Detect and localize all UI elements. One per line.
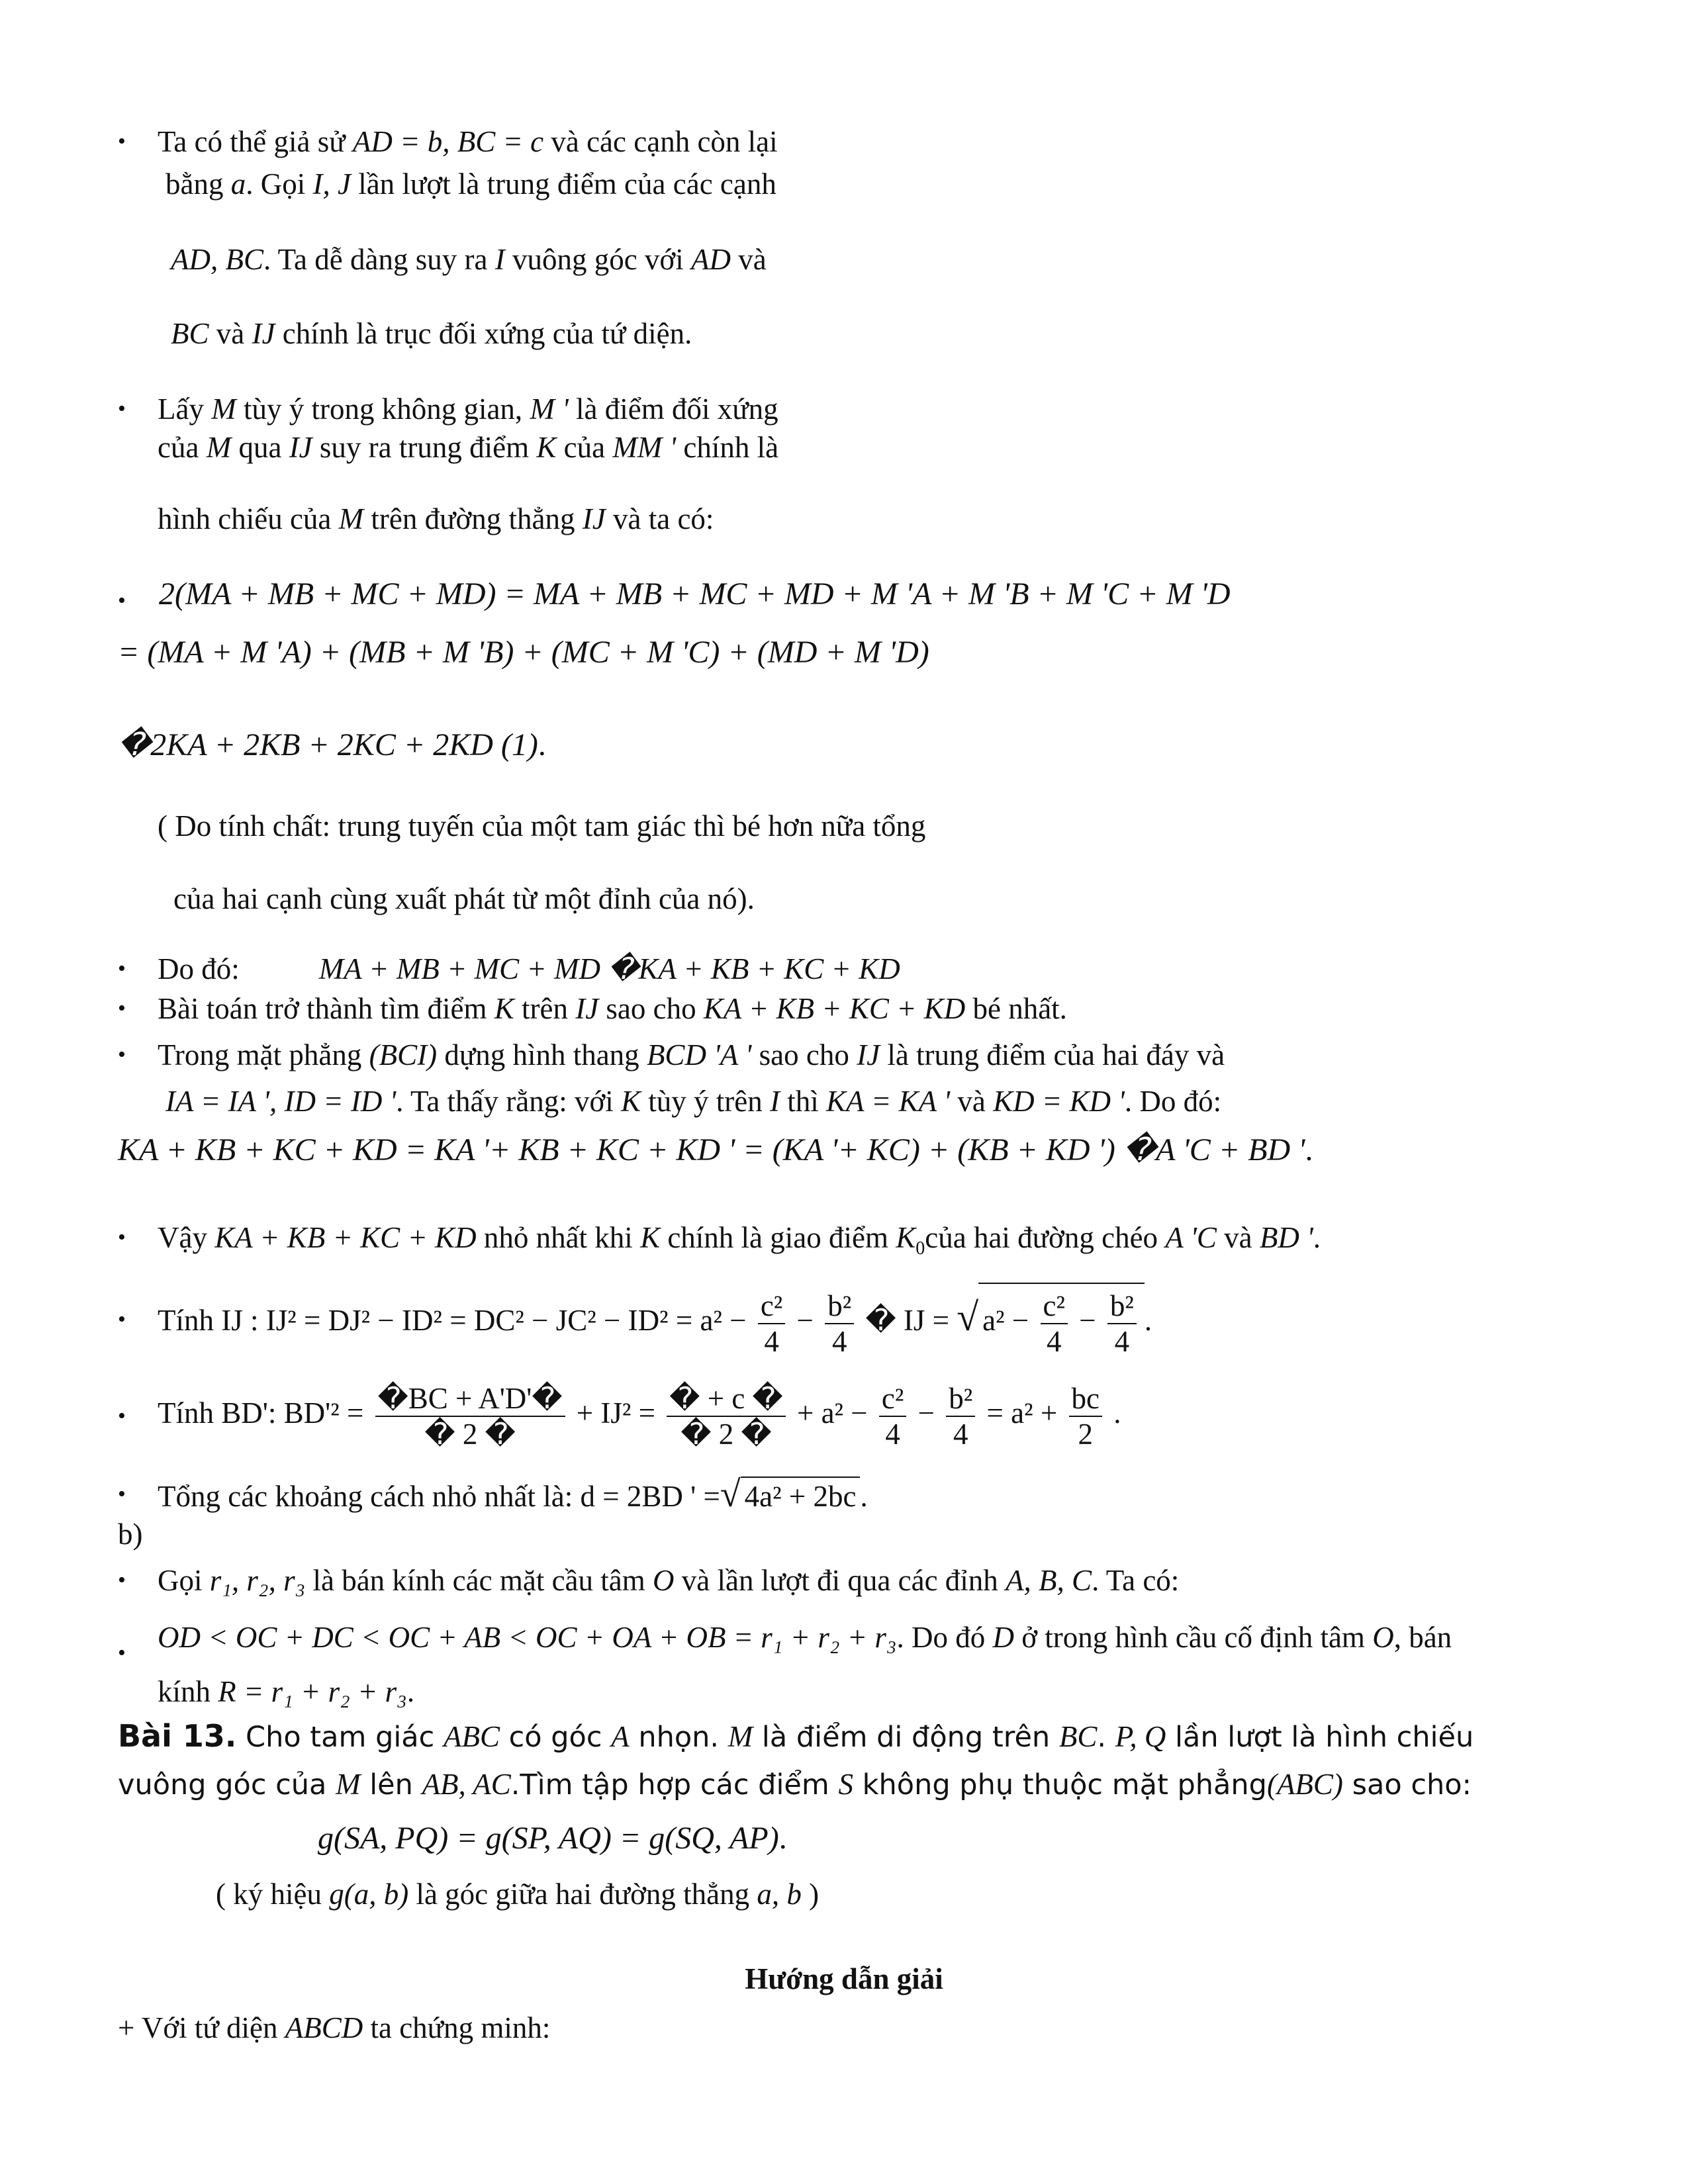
text-line: Gọi r₁, r₂, r₃ là bán kính các mặt cầu tâm O và lần lượt đi qua các đỉnh A, B, C. Ta có: bbox=[158, 1564, 1180, 1597]
text-line: OD < OC + DC < OC + AB < OC + OA + OB = r₁ + r₂ + r₃. Do đó D ở trong hình cầu cố định tâm O, bán bbox=[158, 1621, 1452, 1654]
square-root: a² − $\frac{\text{c²}}{4}$ − $\frac{\text{b²}}{4}$ bbox=[978, 1283, 1145, 1359]
text-line: AD, BC. Ta dễ dàng suy ra I vuông góc với AD và bbox=[171, 243, 767, 276]
fraction: $\frac{\text{c²}}{4}$ bbox=[758, 1289, 785, 1359]
text-line: IA = IA ', ID = ID '. Ta thấy rằng: với K tùy ý trên I thì KA = KA ' và KD = KD '. Do đó: bbox=[165, 1085, 1222, 1118]
fraction: $\frac{bc}{2}$ bbox=[1069, 1381, 1102, 1451]
fraction: $\frac{� + c �}{� 2 �}$ bbox=[667, 1381, 785, 1451]
text-line: hình chiếu của M trên đường thẳng IJ và ta có: bbox=[158, 502, 714, 535]
bullet: • bbox=[118, 1042, 126, 1067]
problem-label: Bài 13. bbox=[118, 1718, 237, 1754]
bullet: • bbox=[118, 1404, 126, 1428]
text-line: Ta có thể giả sử AD = b, BC = c và các cạnh còn lại bbox=[158, 125, 778, 158]
text-line: BC và IJ chính là trục đối xứng của tứ diện. bbox=[171, 317, 692, 350]
note-line: của hai cạnh cùng xuất phát từ một đỉnh của nó). bbox=[173, 882, 755, 915]
equation-line: KA + KB + KC + KD = KA '+ KB + KC + KD ' = (KA '+ KC) + (KB + KD ') �A 'C + BD '. bbox=[118, 1132, 1313, 1167]
bullet: • bbox=[118, 396, 126, 421]
problem-line: Bài 13. Cho tam giác ABC có góc A nhọn. M là điểm di động trên BC. P, Q lần lượt là hình chiếu bbox=[118, 1718, 1474, 1754]
solution-heading: Hướng dẫn giải bbox=[745, 1962, 943, 1995]
problem-line: vuông góc của M lên AB, AC.Tìm tập hợp các điểm S không phụ thuộc mặt phẳng(ABC) sao cho: bbox=[118, 1768, 1472, 1801]
fraction: $\frac{\text{b²}}{4}$ bbox=[825, 1289, 854, 1359]
bullet: • bbox=[118, 588, 126, 613]
bullet: • bbox=[118, 1641, 126, 1665]
equation-line: 2(MA + MB + MC + MD) = MA + MB + MC + MD + M 'A + M 'B + M 'C + M 'D bbox=[159, 576, 1231, 612]
text-line: + Với tứ diện ABCD ta chứng minh: bbox=[118, 2011, 551, 2044]
text-line: kính R = r₁ + r₂ + r₃. bbox=[158, 1675, 415, 1708]
text-line: Do đó: MA + MB + MC + MD �KA + KB + KC + KD bbox=[158, 952, 900, 985]
equation-line: = (MA + M 'A) + (MB + M 'B) + (MC + M 'C) + (MD + M 'D) bbox=[118, 635, 929, 670]
formula-line: Tính BD': BD'² = $\frac{�BC + A'D'�}{� 2 �}$ + IJ² = $\frac{� + c �}{� 2 �}$ + a² − $\frac{\text{c²}}{4}$ − $\frac{\text{b²}}{4}$ = a² + $\frac{bc}{2}$ . bbox=[158, 1381, 1121, 1451]
note-line: ( ký hiệu g(a, b) là góc giữa hai đường thẳng a, b ) bbox=[216, 1878, 820, 1911]
square-root: 4a² + 2bc bbox=[741, 1477, 861, 1515]
note-line: ( Do tính chất: trung tuyến của một tam giác thì bé hơn nữa tổng bbox=[158, 809, 926, 842]
text-line: Vậy KA + KB + KC + KD nhỏ nhất khi K chính là giao điểm $K_0của$ hai đường chéo A 'C và BD '. bbox=[158, 1221, 1321, 1259]
fraction: $\frac{\text{b²}}{4}$ bbox=[946, 1381, 975, 1451]
equation-line: g(SA, PQ) = g(SP, AQ) = g(SQ, AP). bbox=[318, 1821, 787, 1856]
bullet: • bbox=[118, 1225, 126, 1250]
formula-line: Tính IJ : IJ² = DJ² − ID² = DC² − JC² − ID² = a² − $\frac{\text{c²}}{4}$ − $\frac{\text{b²}}{4}$ � IJ = √ a² − $\frac{\text{c²}}{4}$ − $\frac{\text{b²}}{4}$ . bbox=[158, 1281, 1152, 1359]
fraction: $\frac{�BC + A'D'�}{� 2 �}$ bbox=[375, 1381, 565, 1451]
bullet: • bbox=[118, 129, 126, 154]
bullet: • bbox=[118, 1307, 126, 1332]
bullet: • bbox=[118, 996, 126, 1021]
text-line: Trong mặt phẳng (BCI) dựng hình thang BCD 'A ' sao cho IJ là trung điểm của hai đáy và bbox=[158, 1038, 1225, 1071]
bullet: • bbox=[118, 1568, 126, 1592]
equation-line: �2KA + 2KB + 2KC + 2KD (1). bbox=[118, 727, 546, 762]
bullet: • bbox=[118, 1482, 126, 1506]
part-label: b) bbox=[118, 1518, 143, 1551]
text-line: Bài toán trở thành tìm điểm K trên IJ sao cho KA + KB + KC + KD bé nhất. bbox=[158, 992, 1067, 1025]
text-line: bằng a. Gọi I, J lần lượt là trung điểm của các cạnh bbox=[165, 167, 776, 201]
bullet: • bbox=[118, 956, 126, 981]
text-line: Tổng các khoảng cách nhỏ nhất là: d = 2BD ' =√ 4a² + 2bc . bbox=[158, 1474, 868, 1515]
fraction: $\frac{\text{c²}}{4}$ bbox=[879, 1381, 906, 1451]
text-line: của M qua IJ suy ra trung điểm K của MM ' chính là bbox=[158, 431, 779, 464]
text-line: Lấy M tùy ý trong không gian, M ' là điểm đối xứng bbox=[158, 392, 778, 426]
